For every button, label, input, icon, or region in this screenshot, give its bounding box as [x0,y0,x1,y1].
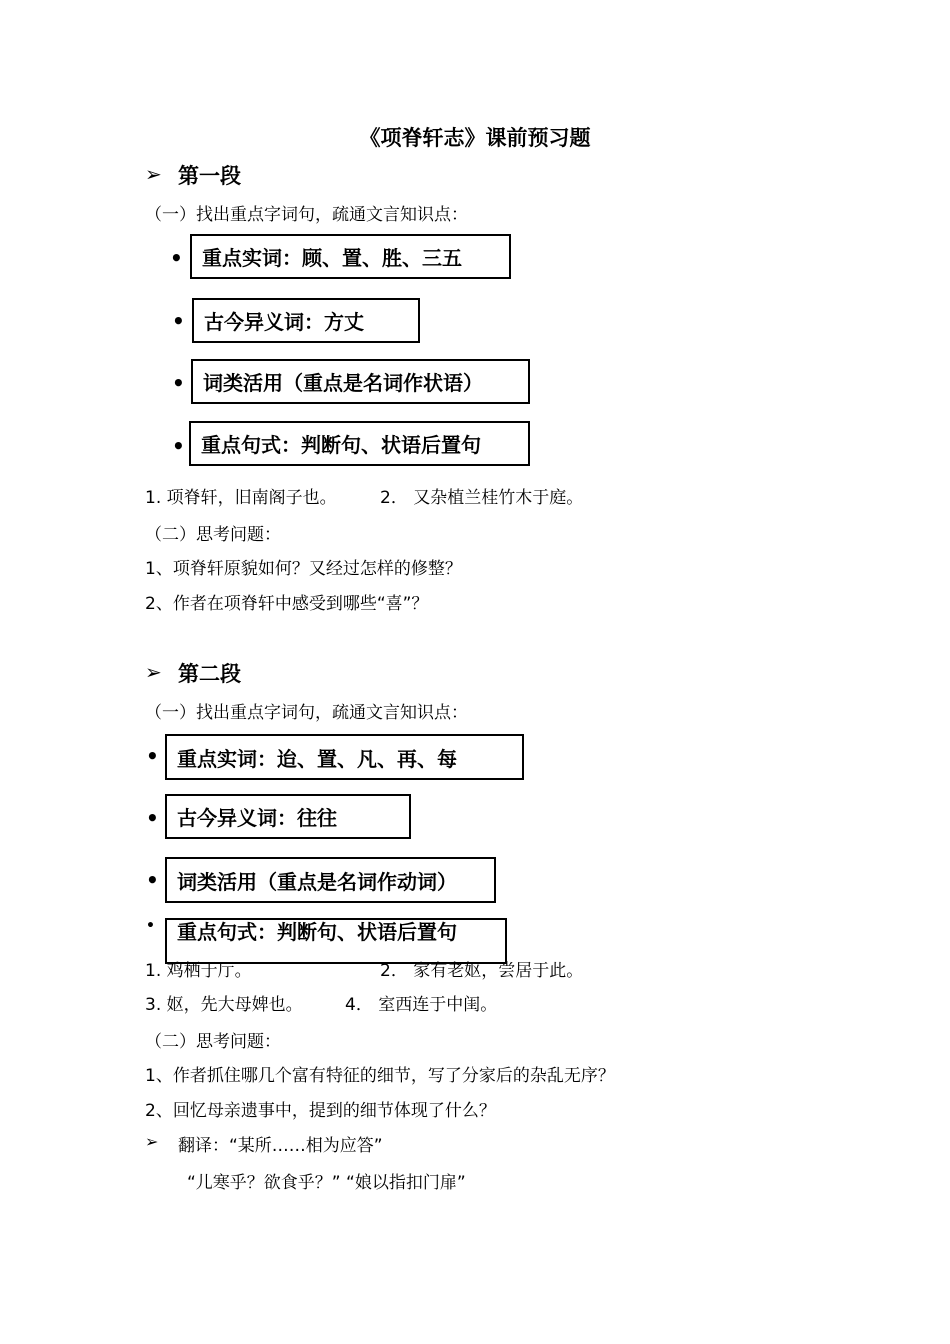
question-item: 1、项脊轩原貌如何？又经过怎样的修整？ [145,559,462,579]
translate-line: 翻译：“某所……相为应答” [178,1136,383,1156]
section-1-heading: 第一段 [178,164,241,188]
question-item: 1、作者抓住哪几个富有特征的细节，写了分家后的杂乱无序？ [145,1066,615,1086]
key-word-box-text: 重点句式：判断句、状语后置句 [177,920,457,944]
bullet-icon: • [172,434,185,458]
section-1-subheading-2: （二）思考问题： [145,525,281,545]
key-word-box: 古今异义词：方丈 [192,298,420,343]
sentence-item: 1. 项脊轩，旧南阁子也。 [145,488,337,508]
translate-line-2: “儿寒乎？欲食乎？” “娘以指扣门扉” [187,1173,466,1193]
key-word-box: 古今异义词：往往 [165,794,411,839]
key-word-box: 重点实词：顾、置、胜、三五 [190,234,511,279]
bullet-icon: • [172,371,185,395]
page-title: 《项脊轩志》课前预习题 [359,126,591,150]
sentence-item: 1. 鸡栖于厅。 [145,961,252,981]
question-item: 2、作者在项脊轩中感受到哪些“喜”？ [145,594,429,614]
key-word-box: 重点实词：迨、置、凡、再、每 [165,734,524,780]
sentence-item: 2． 又杂植兰桂竹木于庭。 [380,488,584,508]
arrow-bullet-icon: ➢ [145,162,162,186]
bullet-icon: • [146,868,159,892]
question-item: 2、回忆母亲遗事中，提到的细节体现了什么？ [145,1101,496,1121]
bullet-icon: • [146,806,159,830]
section-2-heading: 第二段 [178,662,241,686]
sentence-item: 2． 家有老妪，尝居于此。 [380,961,584,981]
section-2-subheading-2: （二）思考问题： [145,1032,281,1052]
bullet-icon: • [172,309,185,333]
arrow-bullet-icon: ➢ [145,660,162,684]
section-1-subheading-1: （一）找出重点字词句，疏通文言知识点： [145,205,468,225]
arrow-bullet-icon: ➢ [145,1132,159,1151]
sentence-item: 3. 妪，先大母婢也。 [145,995,303,1015]
bullet-icon: • [170,246,183,270]
bullet-icon: • [146,744,159,768]
key-word-box: 重点句式：判断句、状语后置句 [189,421,530,466]
key-word-box: 词类活用（重点是名词作动词） [165,857,496,903]
sentence-item: 4． 室西连于中闺。 [345,995,498,1015]
bullet-icon: • [146,918,155,934]
section-2-subheading-1: （一）找出重点字词句，疏通文言知识点： [145,703,468,723]
key-word-box: 词类活用（重点是名词作状语） [191,359,530,404]
